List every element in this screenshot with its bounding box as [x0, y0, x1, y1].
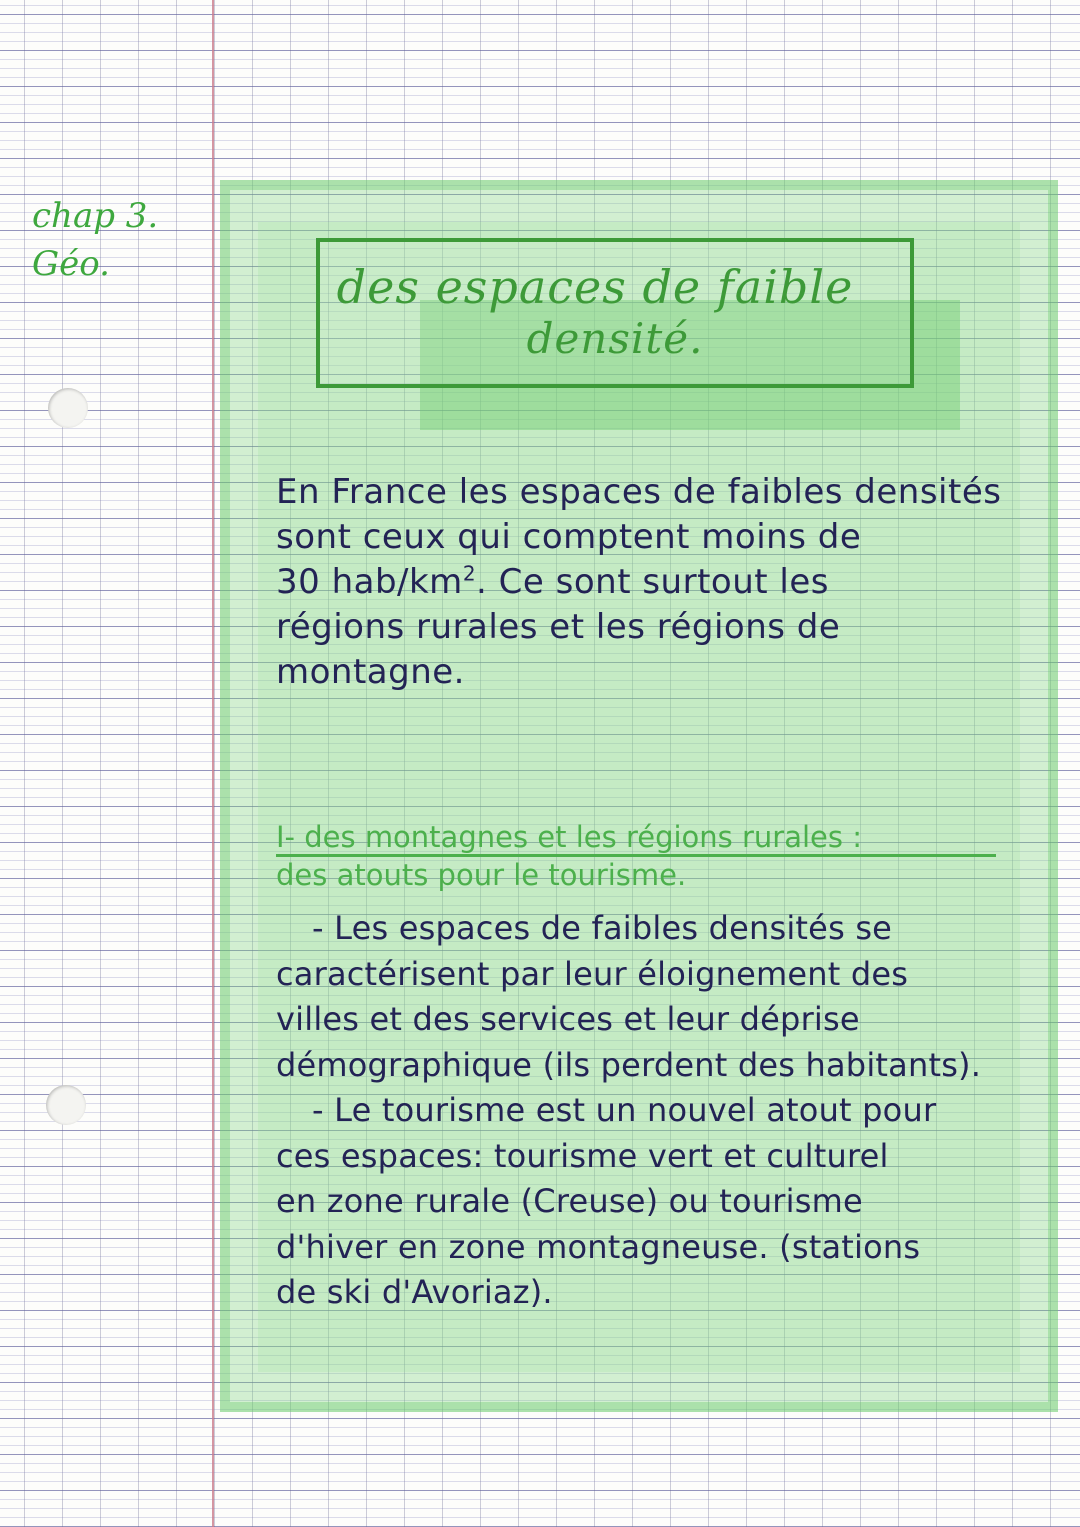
body-line: d'hiver en zone montagneuse. (stations	[276, 1227, 921, 1266]
title-box	[316, 238, 914, 388]
body-line: - Les espaces de faibles densités se	[312, 909, 893, 947]
binder-hole-bottom	[46, 1085, 86, 1125]
section-heading	[276, 818, 1006, 894]
body-line: démographique (ils perdent des habitants).	[276, 1045, 982, 1084]
section-heading-line-2: des atouts pour le tourisme.	[276, 858, 687, 892]
body-line: caractérisent par leur éloignement des	[276, 954, 909, 993]
intro-paragraph	[276, 470, 1016, 695]
heading-underline	[276, 854, 996, 857]
title-line-1: des espaces de faible	[336, 260, 854, 314]
intro-line: régions rurales et les régions de	[276, 607, 841, 647]
intro-line-part: . Ce sont surtout les	[476, 562, 829, 602]
subject-label: Géo.	[32, 244, 110, 284]
body-line: en zone rurale (Creuse) ou tourisme	[276, 1182, 863, 1220]
margin-line	[212, 0, 214, 1527]
body-line: villes et des services et leur déprise	[276, 1000, 860, 1038]
section-heading-line-1: I- des montagnes et les régions rurales :	[276, 820, 862, 854]
intro-line	[276, 560, 1016, 605]
body-line: ces espaces: tourisme vert et culturel	[276, 1136, 889, 1175]
binder-hole-top	[48, 388, 88, 428]
chapter-label: chap 3.	[32, 196, 159, 236]
intro-line: sont ceux qui comptent moins de	[276, 517, 862, 557]
body-line: - Le tourisme est un nouvel atout pour	[312, 1091, 937, 1129]
superscript: 2	[462, 561, 477, 586]
intro-line-part: 30 hab/km	[276, 562, 463, 602]
body-line: de ski d'Avoriaz).	[276, 1273, 553, 1311]
intro-line: En France les espaces de faibles densités	[276, 472, 1002, 512]
section-body	[276, 906, 1016, 1316]
intro-line: montagne.	[276, 652, 465, 692]
title-line-2: densité.	[526, 314, 704, 363]
